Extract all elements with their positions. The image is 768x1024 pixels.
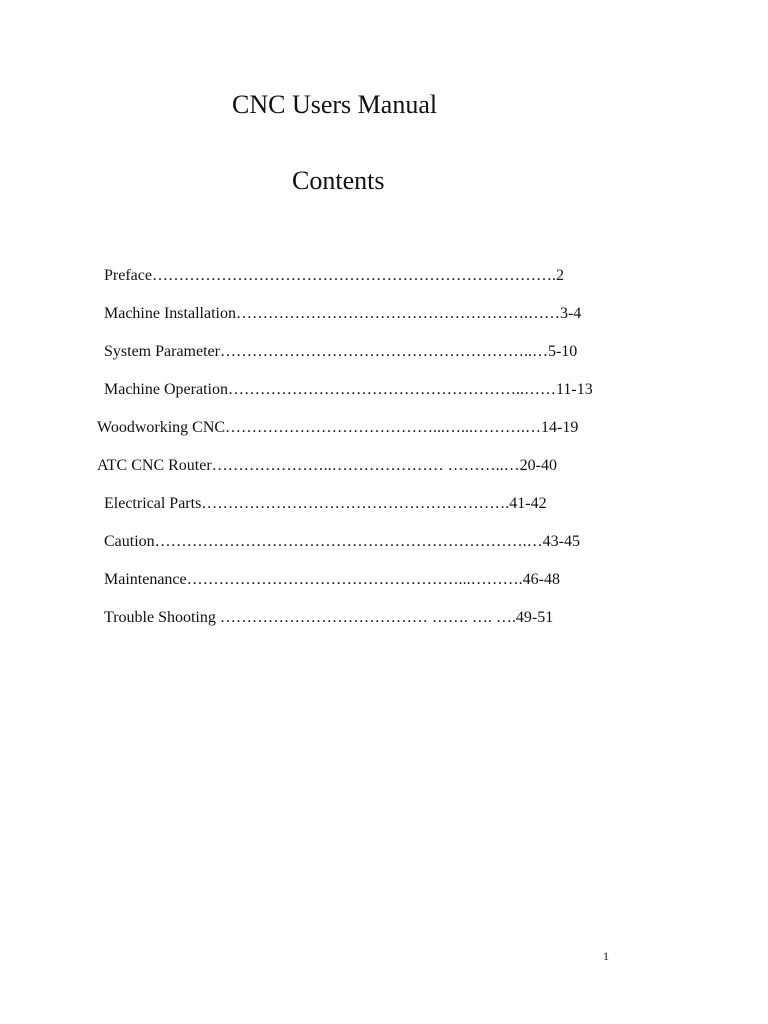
toc-entry-machine-installation[interactable]: Machine Installation……………………………………………….……3-4 — [104, 305, 582, 322]
toc-entry-machine-operation[interactable]: Machine Operation………………………………………………..……11-13 — [104, 381, 593, 398]
toc-entry-atc-cnc-router[interactable]: ATC CNC Router…………………..………………… ………..…20-40 — [97, 457, 557, 474]
page-number: 1 — [603, 949, 609, 963]
toc-entry-electrical-parts[interactable]: Electrical Parts………………………………………………….41-42 — [104, 495, 547, 512]
toc-entry-maintenance[interactable]: Maintenance……………………………………………...……….46-48 — [104, 571, 560, 588]
toc-entry-caution[interactable]: Caution…………………………………………………………….…43-45 — [104, 533, 580, 550]
page-title: CNC Users Manual — [232, 90, 438, 119]
contents-heading: Contents — [292, 166, 385, 195]
toc-entry-preface[interactable]: Preface………………………………………………………………….2 — [104, 267, 564, 284]
toc-entry-system-parameter[interactable]: System Parameter…………………………………………………..…5-10 — [104, 343, 578, 360]
toc-entry-trouble-shooting[interactable]: Trouble Shooting ………………………………… ……. …. ….49-51 — [104, 609, 554, 626]
toc-entry-woodworking-cnc[interactable]: Woodworking CNC…………………………………...…...……….…14-19 — [97, 419, 579, 436]
